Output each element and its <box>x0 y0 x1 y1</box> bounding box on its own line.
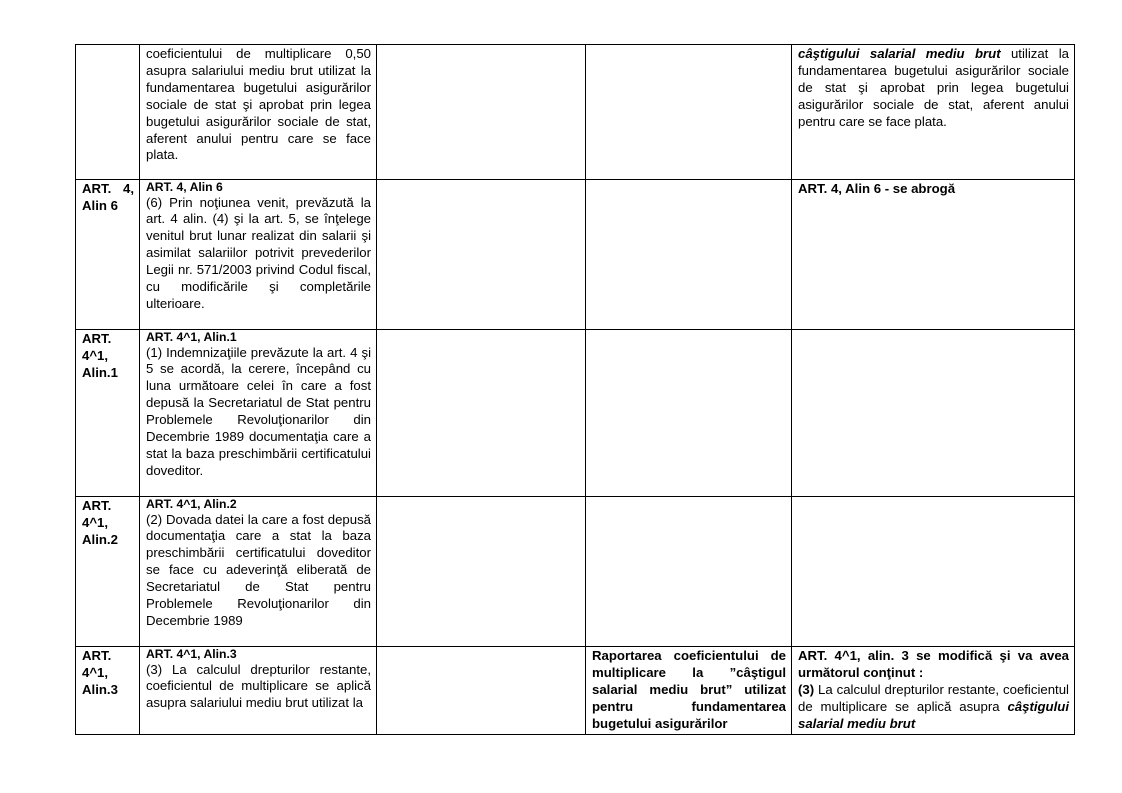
proposed-paragraph-number: (3) <box>798 681 815 697</box>
current-text-cell <box>140 497 377 647</box>
article-cell: ART. 4^1, Alin.2 <box>76 497 140 647</box>
current-text: (6) Prin noţiunea venit, prevăzută la art. 4 alin. (4) şi la art. 5, se înţelege venitul brut lunar realizat din salarii şi asimilat salariilor potrivit prevederilor Legii nr. 571/2003 privind Codul fiscal, cu modificările şi completările ulterioare. <box>146 194 371 311</box>
table-row <box>76 45 1075 180</box>
article-cell: ART. 4^1, Alin.1 <box>76 330 140 497</box>
comparison-table <box>75 44 1075 735</box>
current-heading: ART. 4, Alin 6 <box>146 180 223 194</box>
article-cell: ART. 4^1, Alin.3 <box>76 647 140 735</box>
current-text-cell <box>140 180 377 330</box>
proposed-heading: ART. 4, Alin 6 - se abrogă <box>798 181 956 196</box>
proposed-text: La calculul drepturilor restante, coeficientul de multiplicare se aplică asupra <box>798 681 1069 714</box>
proposed-text-cell <box>792 647 1075 735</box>
proposed-emphasis: câştigului salarial mediu brut <box>798 46 1001 61</box>
table-row <box>76 180 1075 330</box>
proposed-text: utilizat la fundamentarea bugetului asigurărilor sociale de stat şi aprobat prin legea bugetului asigurărilor sociale de stat, aferent anului pentru care se face plata. <box>798 46 1069 129</box>
proposed-text-cell <box>792 330 1075 497</box>
current-text-cell <box>140 45 377 180</box>
table-row <box>76 647 1075 735</box>
current-heading: ART. 4^1, Alin.1 <box>146 330 237 344</box>
table-row <box>76 330 1075 497</box>
proposed-emphasis: câştigului salarial mediu brut <box>798 698 1069 731</box>
current-heading: ART. 4^1, Alin.3 <box>146 647 237 661</box>
proposed-heading: ART. 4^1, alin. 3 se modifică şi va avea următorul conţinut : <box>798 648 1069 680</box>
table-row <box>76 497 1075 647</box>
proposed-text-cell <box>792 497 1075 647</box>
rationale-cell <box>586 497 792 647</box>
article-cell: ART. 4, Alin 6 <box>76 180 140 330</box>
current-heading: ART. 4^1, Alin.2 <box>146 497 237 511</box>
rationale-cell <box>586 180 792 330</box>
current-text-cell <box>140 330 377 497</box>
proposed-text-cell <box>792 45 1075 180</box>
rationale-cell <box>586 647 792 735</box>
empty-cell <box>377 330 586 497</box>
current-text: (2) Dovada datei la care a fost depusă documentaţia care a stat la baza preschimbării certificatului doveditor se face cu adeverinţă eliberată de Secretariatul de Stat pentru Problemele Revoluţionarilor din Decembrie 1989 <box>146 511 371 628</box>
rationale-cell <box>586 330 792 497</box>
current-text: coeficientului de multiplicare 0,50 asupra salariului mediu brut utilizat la fundamentarea bugetului asigurărilor sociale de stat şi aprobat prin legea bugetului asigurărilor sociale de stat, aferent anului pentru care se face plata. <box>146 46 371 163</box>
article-cell <box>76 45 140 180</box>
current-text-cell <box>140 647 377 735</box>
empty-cell <box>377 45 586 180</box>
proposed-text-cell <box>792 180 1075 330</box>
empty-cell <box>377 180 586 330</box>
empty-cell <box>377 647 586 735</box>
empty-cell <box>377 497 586 647</box>
rationale-cell <box>586 45 792 180</box>
rationale-text: Raportarea coeficientului de multiplicare la ”câştigul salarial mediu brut” utilizat pentru fundamentarea bugetului asigurărilor <box>592 648 786 731</box>
current-text: (3) La calculul drepturilor restante, coeficientul de multiplicare se aplică asupra salariului mediu brut utilizat la <box>146 661 371 711</box>
current-text: (1) Indemnizaţiile prevăzute la art. 4 şi 5 se acordă, la cerere, începând cu luna următoare celei în care a fost depusă la Secretariatul de Stat pentru Problemele Revoluţionarilor din Decembrie 1989 documentaţia care a stat la baza preschimbării certificatului doveditor. <box>146 344 371 478</box>
